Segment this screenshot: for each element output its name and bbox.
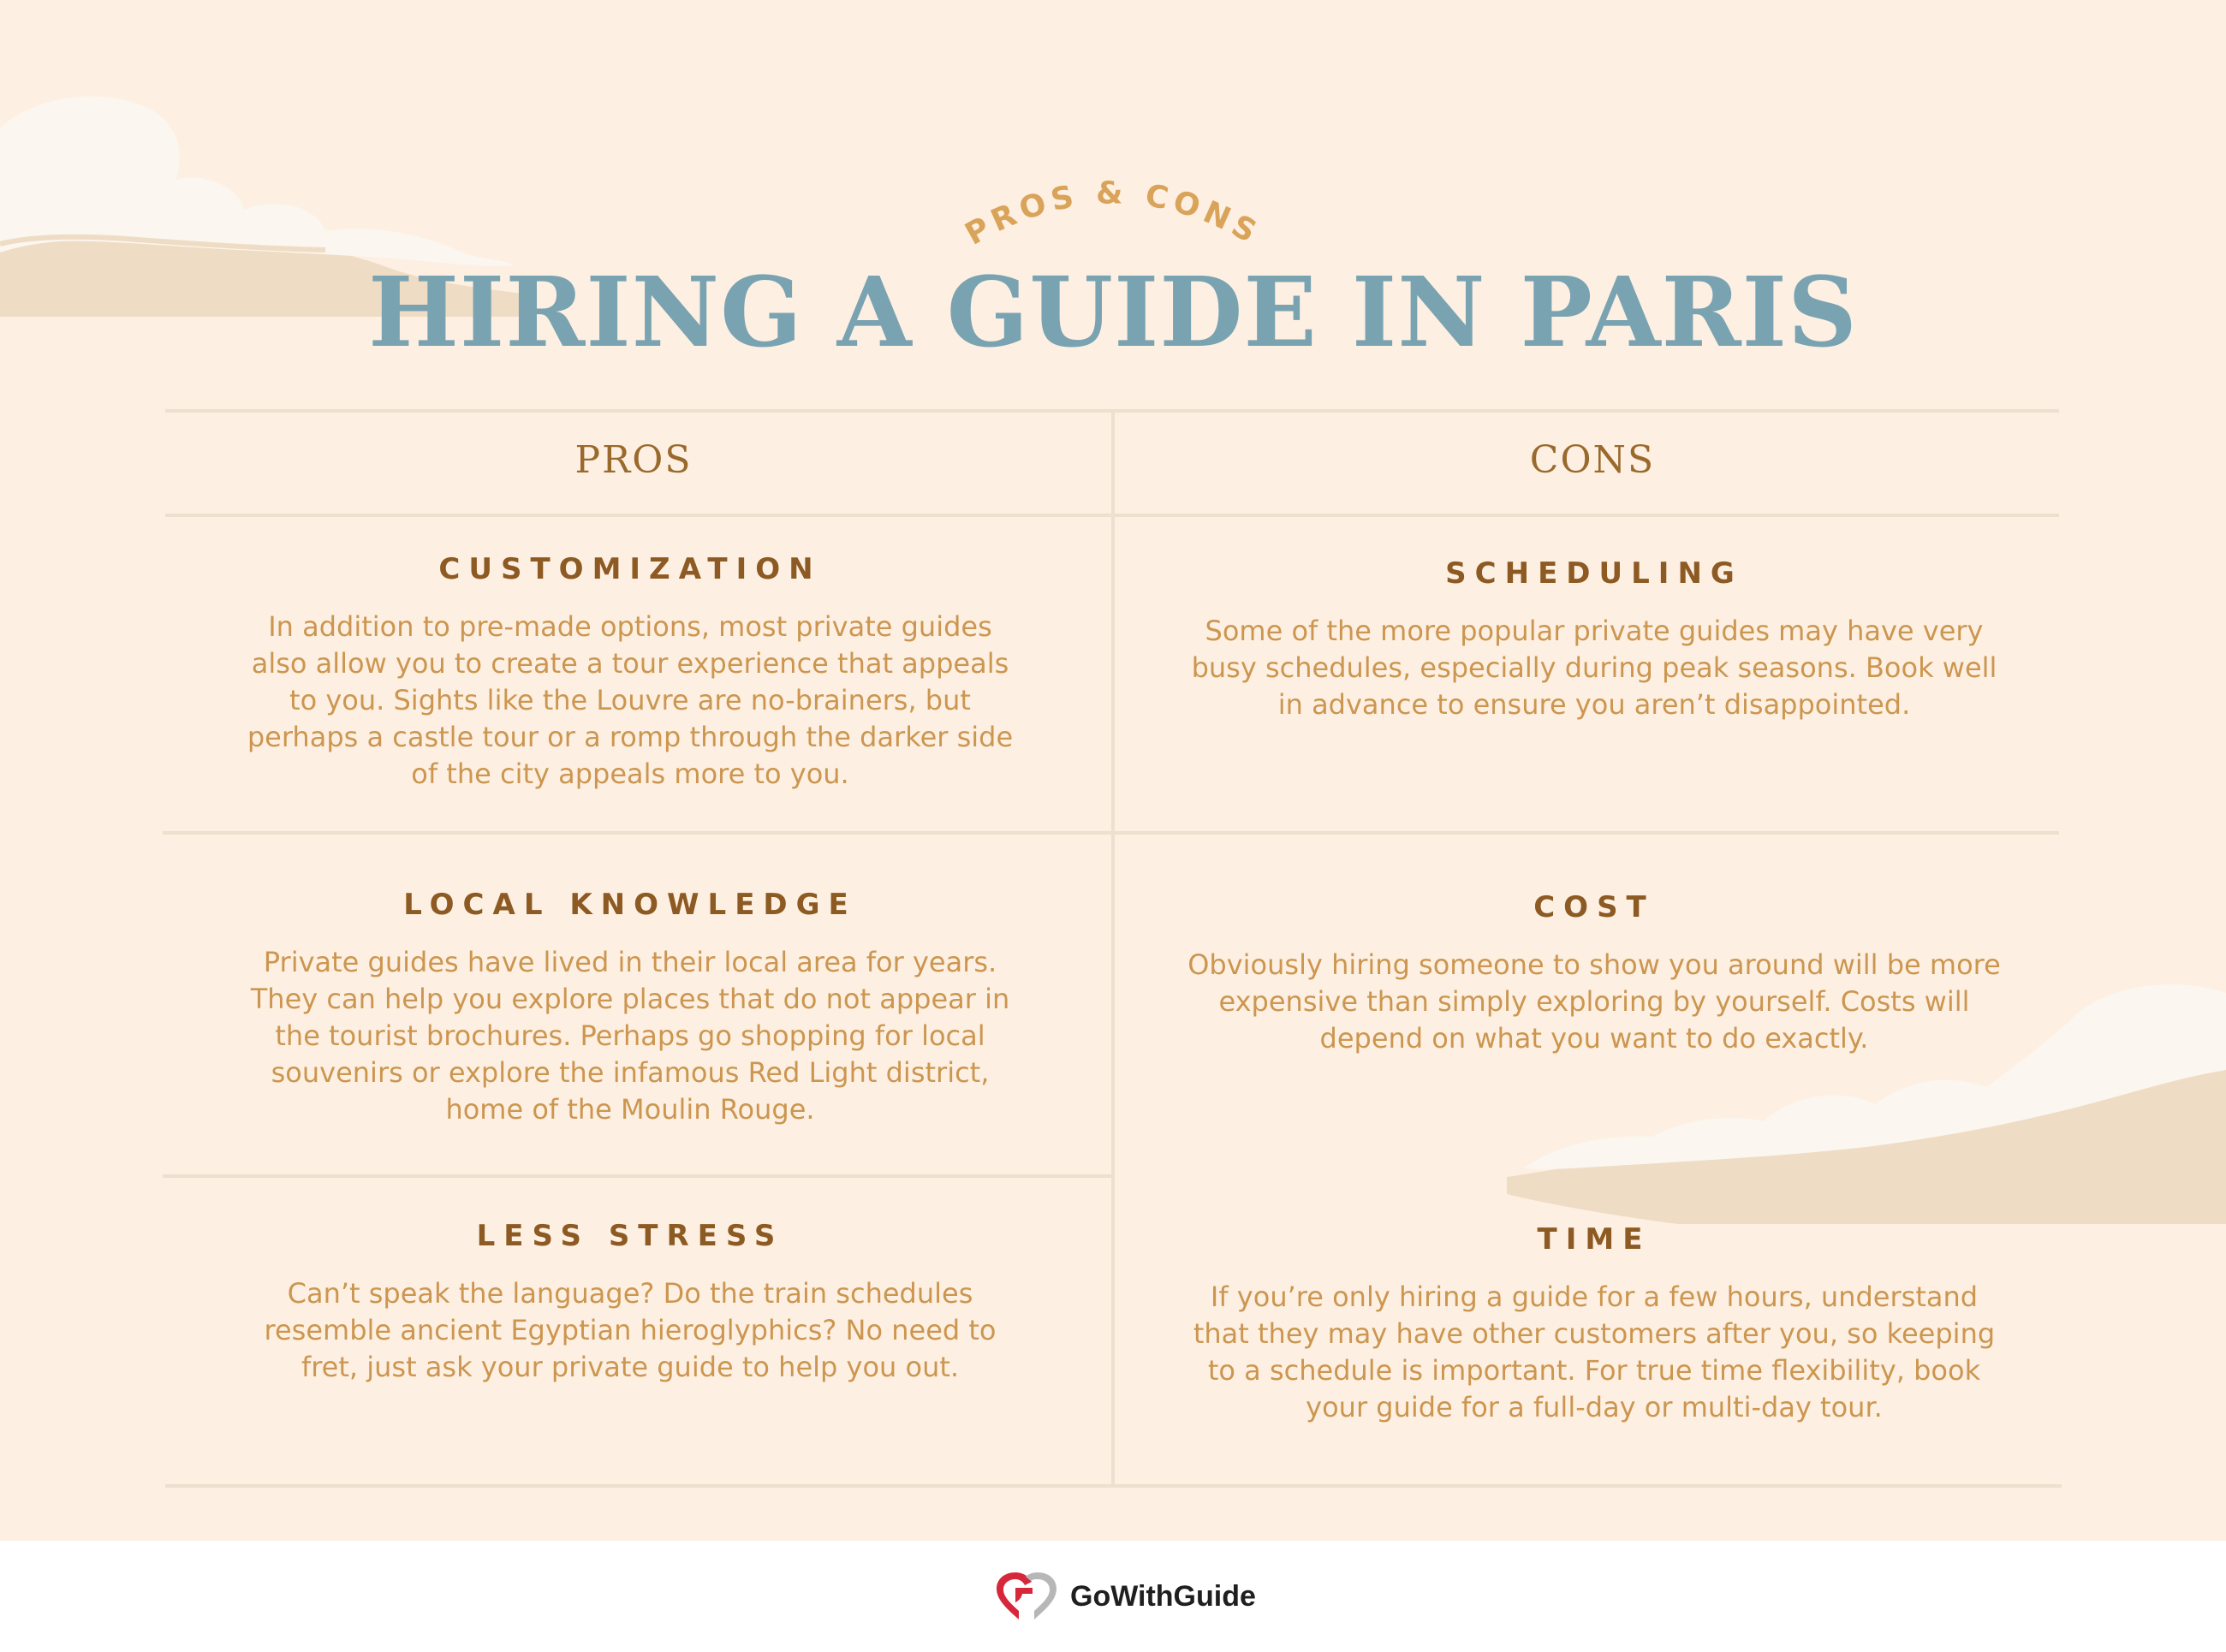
svg-text:PROS & CONS: PROS & CONS: [959, 175, 1267, 253]
pros-item-less-stress: [202, 1219, 1058, 1386]
row-divider-2: [163, 1174, 1113, 1178]
page-title: HIRING A GUIDE IN PARIS: [368, 257, 1858, 369]
pros-item-local-knowledge: [202, 888, 1058, 1128]
pros-item-customization: [202, 552, 1058, 793]
cons-item-time: [1166, 1222, 2022, 1426]
cons-column-heading: CONS: [1529, 438, 1656, 482]
cons-item-text: Obviously hiring someone to show you around will be more expensive than simply exploring by yourself. Costs will depend on what you want to do exactly.: [1187, 948, 2001, 1055]
cons-item-heading: SCHEDULING: [1445, 556, 1743, 591]
cons-item-heading: COST: [1533, 890, 1655, 924]
cons-item-text: If you’re only hiring a guide for a few hours, understand that they may have other customers after you, so keeping to a schedule is important. For true time flexibility, book your guide for a full-day or multi-day tour.: [1193, 1281, 1996, 1423]
cons-item-text: Some of the more popular private guides may have very busy schedules, especially during peak seasons. Book well in advance to ensure you aren’t disappointed.: [1191, 615, 1997, 721]
pros-item-text: Can’t speak the language? Do the train schedules resemble ancient Egyptian hieroglyphics? No need to fret, just ask your private guide to help you out.: [264, 1277, 997, 1383]
pros-column-heading: PROS: [574, 438, 693, 482]
cons-item-cost: [1166, 890, 2022, 1057]
pros-item-heading: LOCAL KNOWLEDGE: [403, 888, 857, 922]
gowithguide-logo-icon: [993, 1570, 1060, 1623]
gowithguide-logo: [993, 1568, 1256, 1625]
pros-item-text: In addition to pre-made options, most private guides also allow you to create a tour experience that appeals to you. Sights like the Louvre are no-brainers, but perhaps a castle tour or a romp through the darker side of the city appeals more to you.: [247, 610, 1014, 790]
cons-item-scheduling: [1166, 556, 2022, 723]
cons-item-heading: TIME: [1537, 1222, 1652, 1257]
pros-item-heading: LESS STRESS: [476, 1219, 784, 1253]
brand-name: GoWithGuide: [1070, 1579, 1256, 1613]
pros-item-text: Private guides have lived in their local area for years. They can help you explore places that do not appear in the tourist brochures. Perhaps go shopping for local souvenirs or explore the infamous Red Light district, home of the Moulin Rouge.: [250, 946, 1010, 1126]
column-divider: [1111, 411, 1115, 1485]
pros-cons-arc-title: [899, 146, 1327, 257]
pros-item-heading: CUSTOMIZATION: [438, 552, 822, 586]
